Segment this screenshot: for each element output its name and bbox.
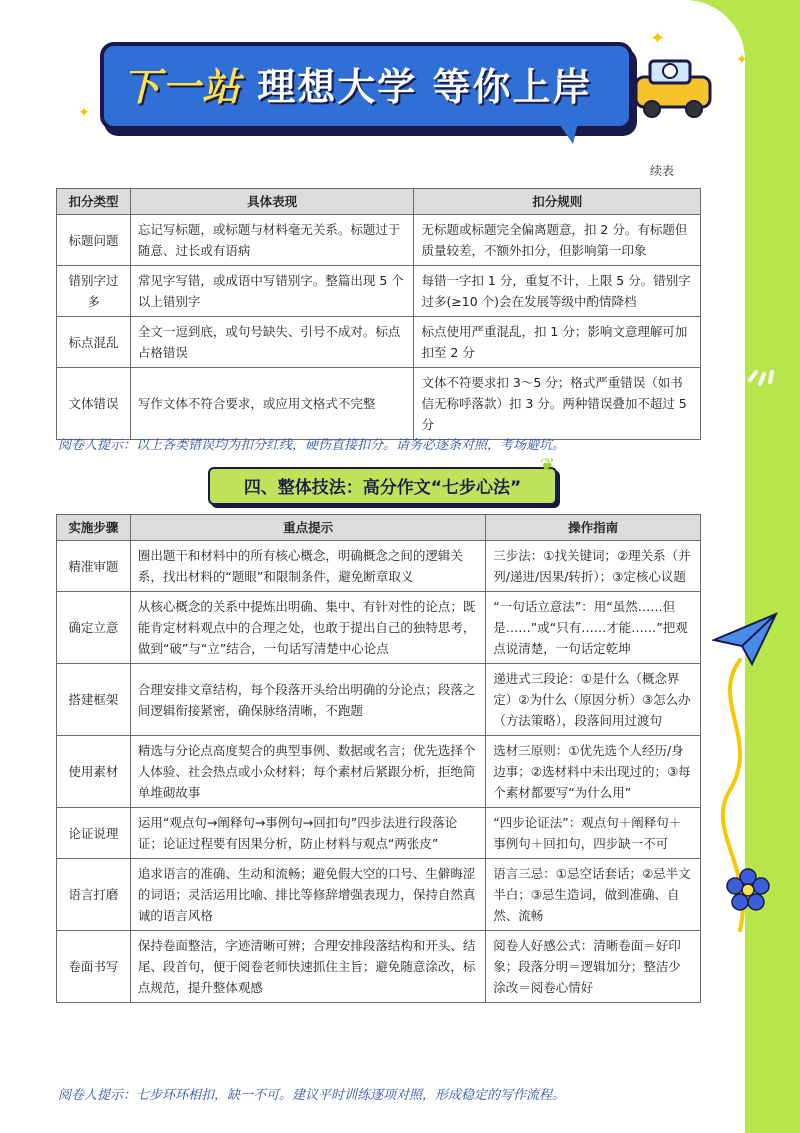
banner-tail: [555, 118, 579, 144]
step-tips: 合理安排文章结构，每个段落开头给出明确的分论点；段落之间逻辑衔接紧密，确保脉络清晰，不跑题: [130, 664, 485, 736]
column-header: 操作指南: [486, 515, 701, 541]
step-guide: “四步论证法”：观点句＋阐释句＋事例句＋回扣句，四步缺一不可: [486, 808, 701, 859]
step-guide: 阅卷人好感公式：清晰卷面＝好印象；段落分明＝逻辑加分；整洁少涂改＝阅卷心情好: [486, 931, 701, 1003]
leaf-icon: ❦: [540, 455, 556, 476]
step-name: 论证说理: [57, 808, 131, 859]
tick-marks-decoration: [742, 350, 782, 390]
step-tips: 追求语言的准确、生动和流畅；避免假大空的口号、生僻晦涩的词语；灵活运用比喻、排比等修辞增强表现力，保持自然真诚的语言风格: [130, 859, 485, 931]
banner-title: [122, 56, 592, 111]
step-guide: 选材三原则：①优先选个人经历/身边事；②选材料中未出现过的；③每个素材都要写“为什么用”: [486, 736, 701, 808]
row-rule: 文体不符要求扣 3～5 分；格式严重错误（如书信无称呼落款）扣 3 分。两种错误叠加不超过 5 分: [414, 368, 701, 440]
row-description: 常见字写错，或成语中写错别字。整篇出现 5 个以上错别字: [130, 266, 414, 317]
step-tips: 保持卷面整洁，字迹清晰可辨；合理安排段落结构和开头、结尾、段首句，便于阅卷老师快速抓住主旨；避免随意涂改，标点规范，提升整体观感: [130, 931, 485, 1003]
step-name: 语言打磨: [57, 859, 131, 931]
car-icon: [628, 55, 718, 120]
table-row: [57, 592, 701, 664]
row-description: 写作文体不符合要求，或应用文格式不完整: [130, 368, 414, 440]
row-rule: 每错一字扣 1 分，重复不计，上限 5 分。错别字过多(≥10 个)会在发展等级中酌情降档: [414, 266, 701, 317]
row-type: 标点混乱: [57, 317, 131, 368]
sparkle-icon: ✦: [78, 105, 90, 121]
continued-label: 续表: [650, 164, 675, 178]
table-row: [57, 266, 701, 317]
step-tips: 运用“观点句→阐释句→事例句→回扣句”四步法进行段落论证；论证过程要有因果分析，防止材料与观点“两张皮”: [130, 808, 485, 859]
table-row: [57, 215, 701, 266]
row-description: 全文一逗到底，或句号缺失、引号不成对。标点占格错误: [130, 317, 414, 368]
banner-title-main: 理想大学 等你上岸: [257, 65, 593, 109]
row-rule: 无标题或标题完全偏离题意，扣 2 分。有标题但质量较差，不额外扣分，但影响第一印象: [414, 215, 701, 266]
step-tips: 从核心概念的关系中提炼出明确、集中、有针对性的论点；既能肯定材料观点中的合理之处，也敢于提出自己的独特思考，做到“破”与“立”结合，一句话写清楚中心论点: [130, 592, 485, 664]
table-row: [57, 541, 701, 592]
table-row: [57, 808, 701, 859]
reviewer-hint: 阅卷人提示：以上各类错误均为扣分红线，硬伤直接扣分。请务必逐条对照，考场避坑。: [58, 438, 566, 453]
step-name: 卷面书写: [57, 931, 131, 1003]
column-header: 重点提示: [130, 515, 485, 541]
table-row: [57, 736, 701, 808]
table-header-row: [57, 515, 701, 541]
column-header: 扣分类型: [57, 189, 131, 215]
table-row: [57, 859, 701, 931]
row-type: 错别字过多: [57, 266, 131, 317]
column-header: 具体表现: [130, 189, 414, 215]
table-row: [57, 664, 701, 736]
section-title: 四、整体技法：高分作文“七步心法”: [243, 478, 522, 498]
row-description: 忘记写标题，或标题与材料毫无关系。标题过于随意、过长或有语病: [130, 215, 414, 266]
row-type: 文体错误: [57, 368, 131, 440]
banner-title-accent: 下一站: [122, 65, 243, 109]
step-name: 精准审题: [57, 541, 131, 592]
section-title-box: [208, 467, 557, 505]
column-header: 扣分规则: [414, 189, 701, 215]
deduction-table: [56, 188, 701, 440]
table-row: [57, 317, 701, 368]
step-name: 搭建框架: [57, 664, 131, 736]
step-guide: 语言三忌：①忌空话套话；②忌半文半白；③忌生造词，做到准确、自然、流畅: [486, 859, 701, 931]
step-guide: “一句话立意法”：用“虽然……但是……”或“只有……才能……”把观点说清楚，一句话定乾坤: [486, 592, 701, 664]
row-rule: 标点使用严重混乱，扣 1 分；影响文意理解可加扣至 2 分: [414, 317, 701, 368]
flower-icon: [726, 868, 770, 912]
banner: [100, 42, 633, 130]
step-guide: 递进式三段论：①是什么（概念界定）②为什么（原因分析）③怎么办（方法策略），段落间用过渡句: [486, 664, 701, 736]
table-header-row: [57, 189, 701, 215]
step-guide: 三步法：①找关键词；②理关系（并列/递进/因果/转折）；③定核心议题: [486, 541, 701, 592]
sparkle-icon: ✦: [650, 28, 666, 49]
seven-steps-table: [56, 514, 701, 1003]
table-row: [57, 931, 701, 1003]
table-row: [57, 368, 701, 440]
reviewer-hint: 阅卷人提示：七步环环相扣，缺一不可。建议平时训练逐项对照，形成稳定的写作流程。: [58, 1088, 566, 1103]
step-name: 使用素材: [57, 736, 131, 808]
column-header: 实施步骤: [57, 515, 131, 541]
step-tips: 精选与分论点高度契合的典型事例、数据或名言；优先选择个人体验、社会热点或小众材料；每个素材后紧跟分析，拒绝简单堆砌故事: [130, 736, 485, 808]
step-tips: 圈出题干和材料中的所有核心概念，明确概念之间的逻辑关系，找出材料的“题眼”和限制条件，避免断章取义: [130, 541, 485, 592]
paper-plane-icon: [712, 610, 778, 668]
row-type: 标题问题: [57, 215, 131, 266]
step-name: 确定立意: [57, 592, 131, 664]
sparkle-icon: ✦: [736, 52, 748, 68]
